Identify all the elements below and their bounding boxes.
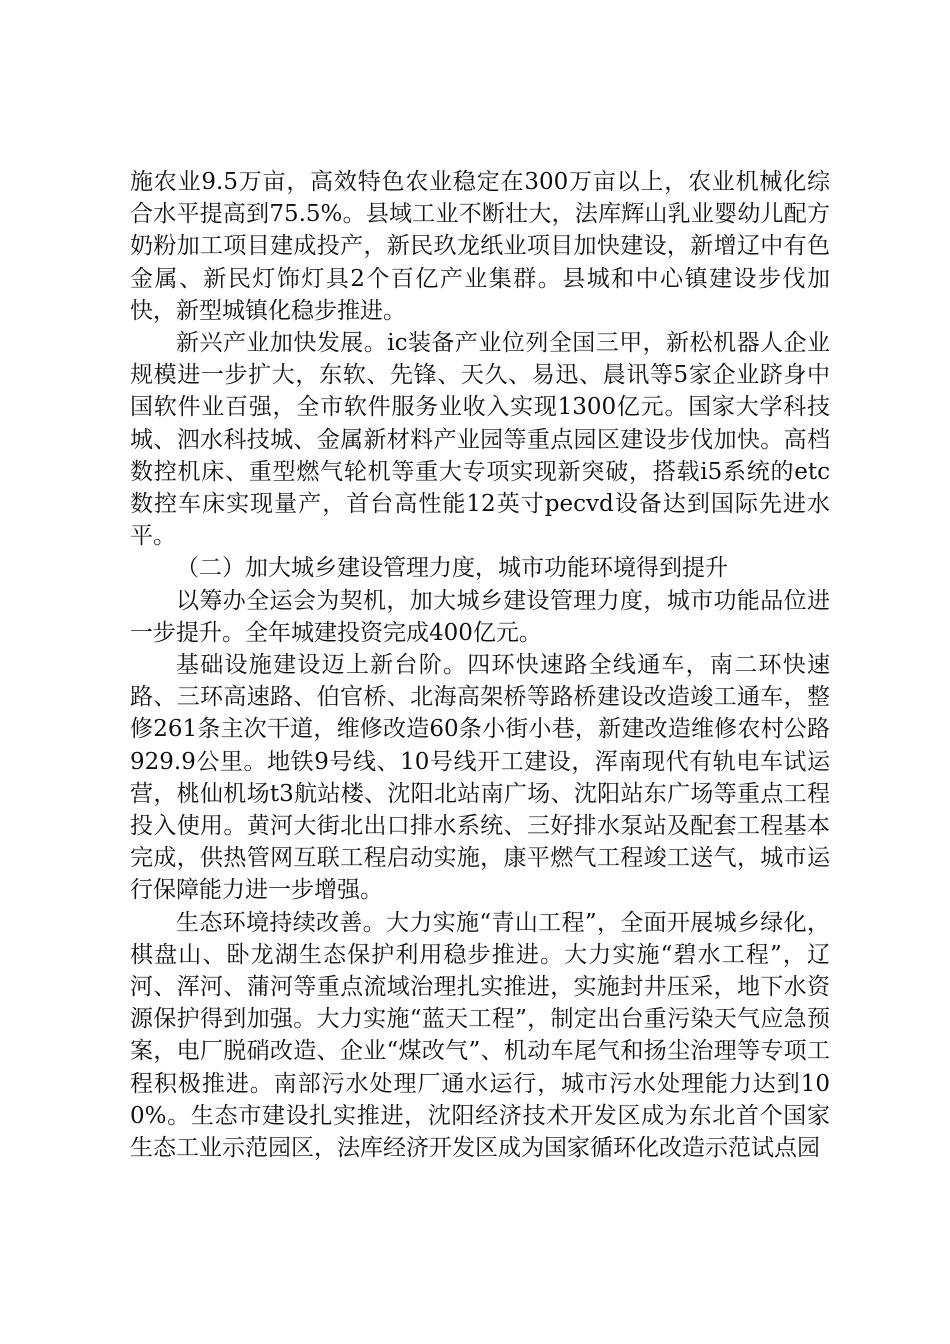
paragraph-infrastructure: 基础设施建设迈上新台阶。四环快速路全线通车，南二环快速路、三环高速路、伯官桥、北海高架桥等路桥建设改造竣工通车，整修261条主次干道，维修改造60条小街小巷，新建改造维修农村公路929.9公里。地铁9号线、10号线开工建设，浑南现代有轨电车试运营，桃仙机场t3航站楼、沈阳北站南广场、沈阳站东广场等重点工程投入使用。黄河大街北出口排水系统、三好排水泵站及配套工程基本完成，供热管网互联工程启动实施，康平燃气工程竣工送气，城市运行保障能力进一步增强。 [130,652,830,904]
paragraph-emerging-industries: 新兴产业加快发展。ic装备产业位列全国三甲，新松机器人企业规模进一步扩大，东软、先锋、天久、易迅、晨讯等5家企业跻身中国软件业百强，全市软件服务业收入实现1300亿元。国家大学科技城、泗水科技城、金属新材料产业园等重点园区建设步伐加快。高档数控机床、重型燃气轮机等重大专项实现新突破，搭载i5系统的etc数控车床实现量产，首台高性能12英寸pecvd设备达到国际先进水平。 [130,330,830,550]
section-heading-urban-rural: （二）加大城乡建设管理力度，城市功能环境得到提升 [176,555,728,582]
document-body [130,166,830,1164]
paragraph-national-games: 以筹办全运会为契机，加大城乡建设管理力度，城市功能品位进一步提升。全年城建投资完成400亿元。 [130,587,830,646]
paragraph-agriculture-industry: 施农业9.5万亩，高效特色农业稳定在300万亩以上，农业机械化综合水平提高到75.5%。县域工业不断壮大，法库辉山乳业婴幼儿配方奶粉加工项目建成投产，新民玖龙纸业项目加快建设，新增辽中有色金属、新民灯饰灯具2个百亿产业集群。县城和中心镇建设步伐加快，新型城镇化稳步推进。 [130,169,830,324]
paragraph-ecology: 生态环境持续改善。大力实施“青山工程”，全面开展城乡绿化，棋盘山、卧龙湖生态保护利用稳步推进。大力实施“碧水工程”，辽河、浑河、蒲河等重点流域治理扎实推进，实施封井压采，地下水资源保护得到加强。大力实施“蓝天工程”，制定出台重污染天气应急预案，电厂脱硝改造、企业“煤改气”、机动车尾气和扬尘治理等专项工程积极推进。南部污水处理厂通水运行，城市污水处理能力达到100%。生态市建设扎实推进，沈阳经济技术开发区成为东北首个国家生态工业示范园区，法库经济开发区成为国家循环化改造示范试点园 [130,909,830,1162]
